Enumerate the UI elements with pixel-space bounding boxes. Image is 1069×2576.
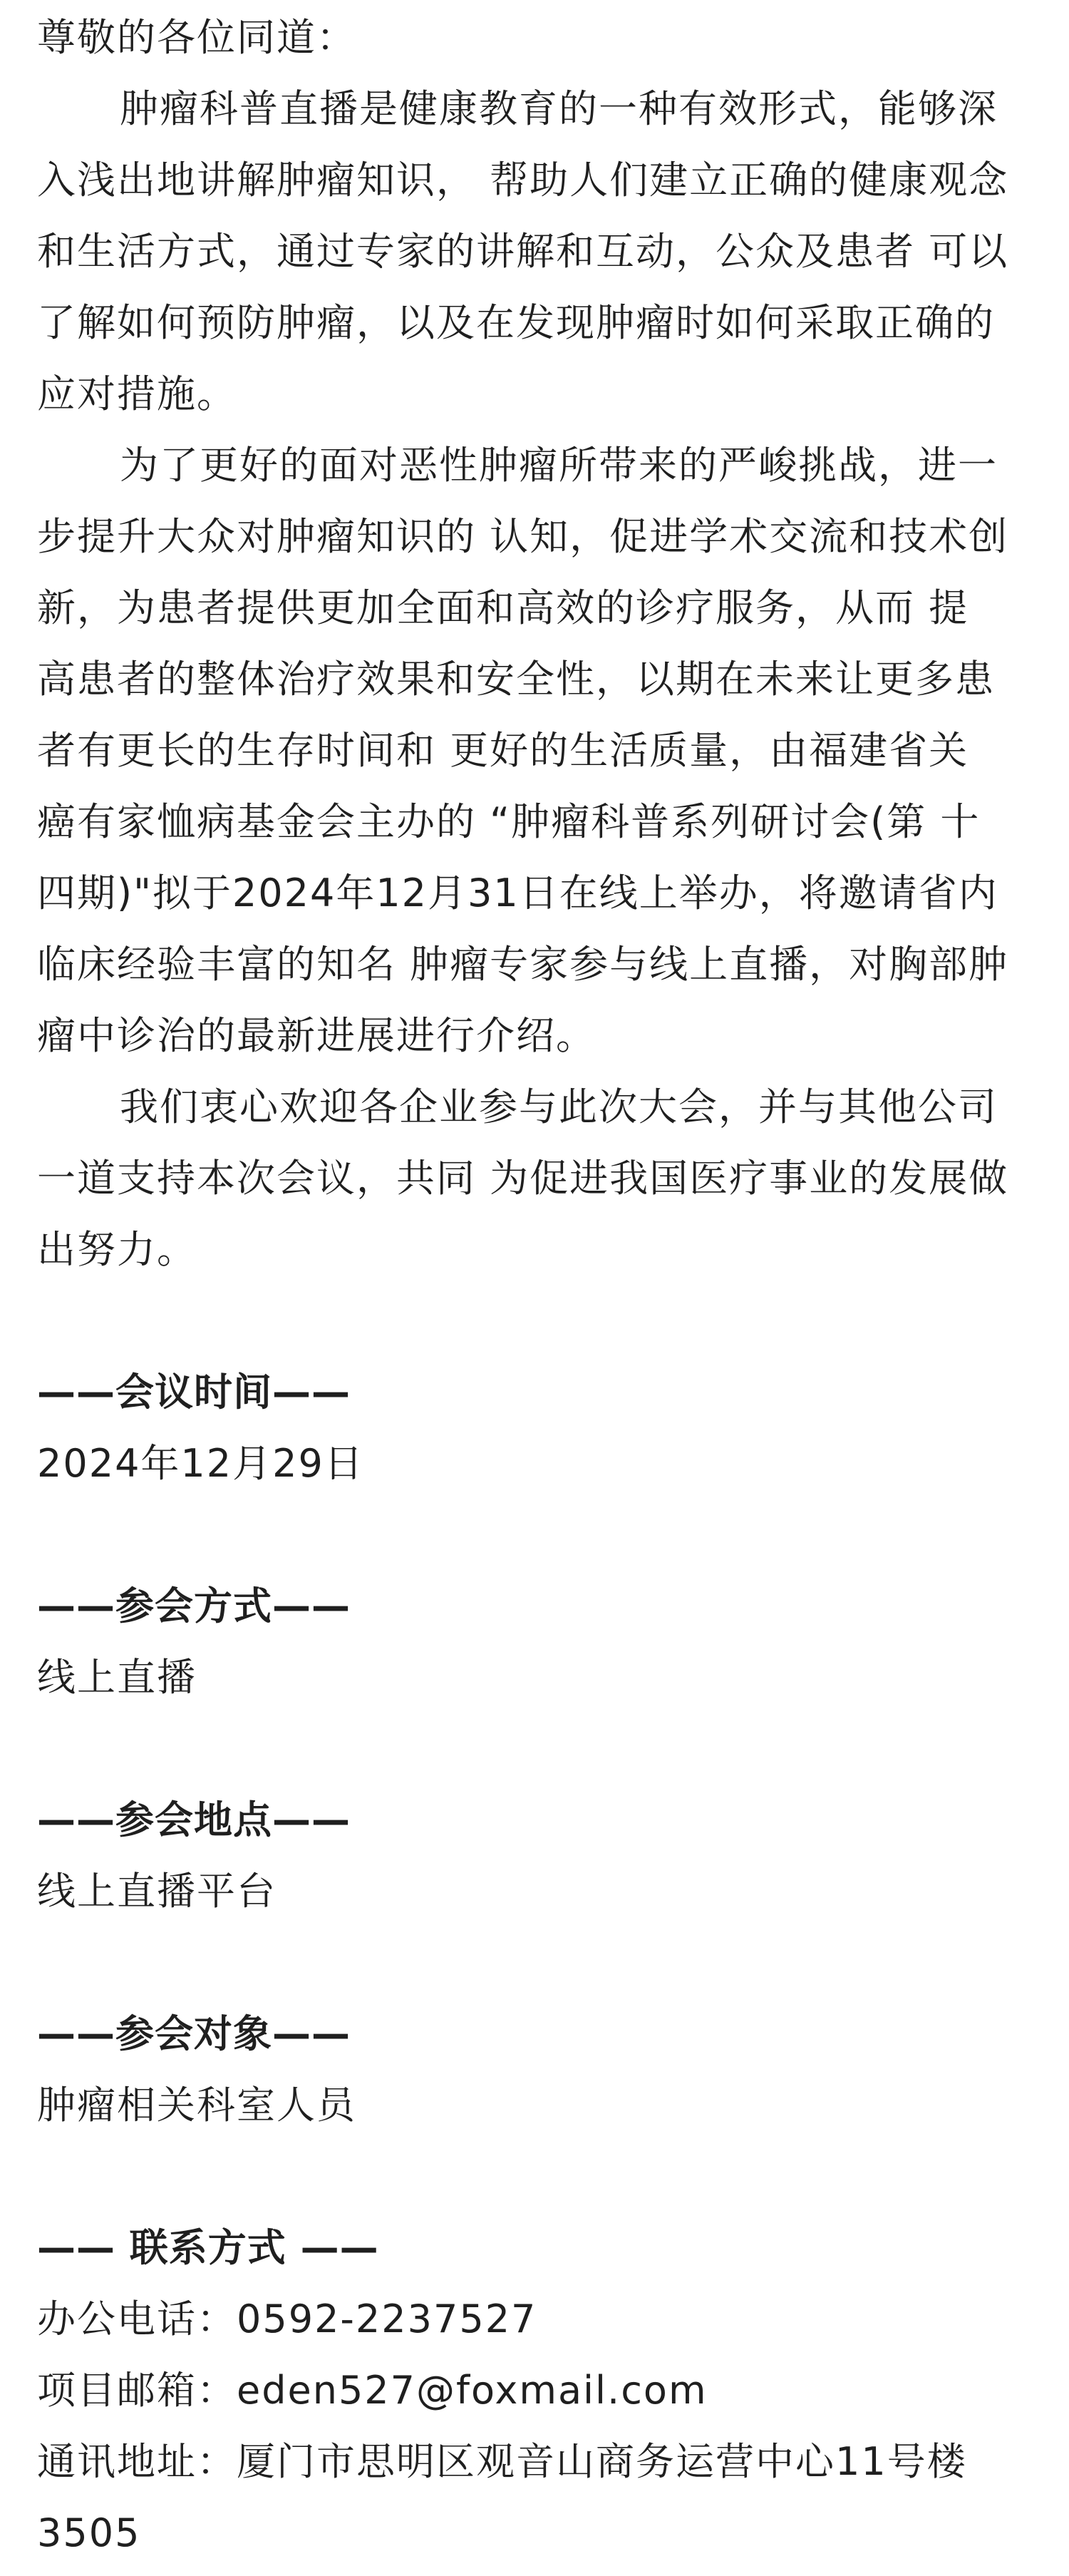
paragraph-2-line-8: 临床经验丰富的知名 肿瘤专家参与线上直播，对胸部肿	[37, 942, 1009, 987]
target-audience-heading: ——参会对象——	[37, 2011, 351, 2056]
paragraph-2-line-9: 瘤中诊治的最新进展进行介绍。	[37, 1013, 596, 1058]
paragraph-1-line-4: 了解如何预防肿瘤，以及在发现肿瘤时如何采取正确的	[37, 300, 995, 345]
paragraph-3-line-2: 一道支持本次会议，共同 为促进我国医疗事业的发展做	[37, 1156, 1009, 1201]
meeting-location-value: 线上直播平台	[37, 1869, 277, 1914]
attendance-method-value: 线上直播	[37, 1655, 197, 1700]
paragraph-2-line-7: 四期)"拟于2024年12月31日在线上举办，将邀请省内	[37, 871, 998, 915]
meeting-time-value: 2024年12月29日	[37, 1441, 364, 1486]
paragraph-1-line-2: 入浅出地讲解肿瘤知识， 帮助人们建立正确的健康观念	[37, 158, 1009, 202]
paragraph-2-line-6: 癌有家恤病基金会主办的 “肿瘤科普系列研讨会(第 十	[37, 799, 981, 844]
contact-email: 项目邮箱：eden527@foxmail.com	[37, 2368, 708, 2413]
paragraph-1-line-1: 肿瘤科普直播是健康教育的一种有效形式，能够深	[120, 86, 998, 131]
meeting-location-heading: ——参会地点——	[37, 1797, 351, 1842]
target-audience-value: 肿瘤相关科室人员	[37, 2083, 356, 2128]
paragraph-2-line-1: 为了更好的面对恶性肿瘤所带来的严峻挑战，进一	[120, 443, 998, 488]
contact-address-line-1: 通讯地址：厦门市思明区观音山商务运营中心11号楼	[37, 2439, 967, 2484]
paragraph-2-line-4: 高患者的整体治疗效果和安全性，以期在未来让更多患	[37, 657, 995, 702]
paragraph-2-line-5: 者有更长的生存时间和 更好的生活质量，由福建省关	[37, 728, 969, 773]
greeting: 尊敬的各位同道：	[37, 15, 356, 60]
paragraph-3-line-1: 我们衷心欢迎各企业参与此次大会，并与其他公司	[120, 1084, 998, 1129]
paragraph-1-line-3: 和生活方式，通过专家的讲解和互动，公众及患者 可以	[37, 229, 1009, 274]
contact-address-line-2: 3505	[37, 2510, 141, 2555]
paragraph-2-line-2: 步提升大众对肿瘤知识的 认知，促进学术交流和技术创	[37, 514, 1009, 559]
paragraph-2-line-3: 新，为患者提供更加全面和高效的诊疗服务，从而 提	[37, 585, 969, 630]
contact-heading: —— 联系方式 ——	[37, 2225, 379, 2270]
contact-phone: 办公电话：0592-2237527	[37, 2297, 537, 2341]
meeting-time-heading: ——会议时间——	[37, 1370, 351, 1415]
attendance-method-heading: ——参会方式——	[37, 1584, 351, 1628]
paragraph-3-line-3: 出努力。	[37, 1227, 197, 1272]
paragraph-1-line-5: 应对措施。	[37, 371, 237, 416]
